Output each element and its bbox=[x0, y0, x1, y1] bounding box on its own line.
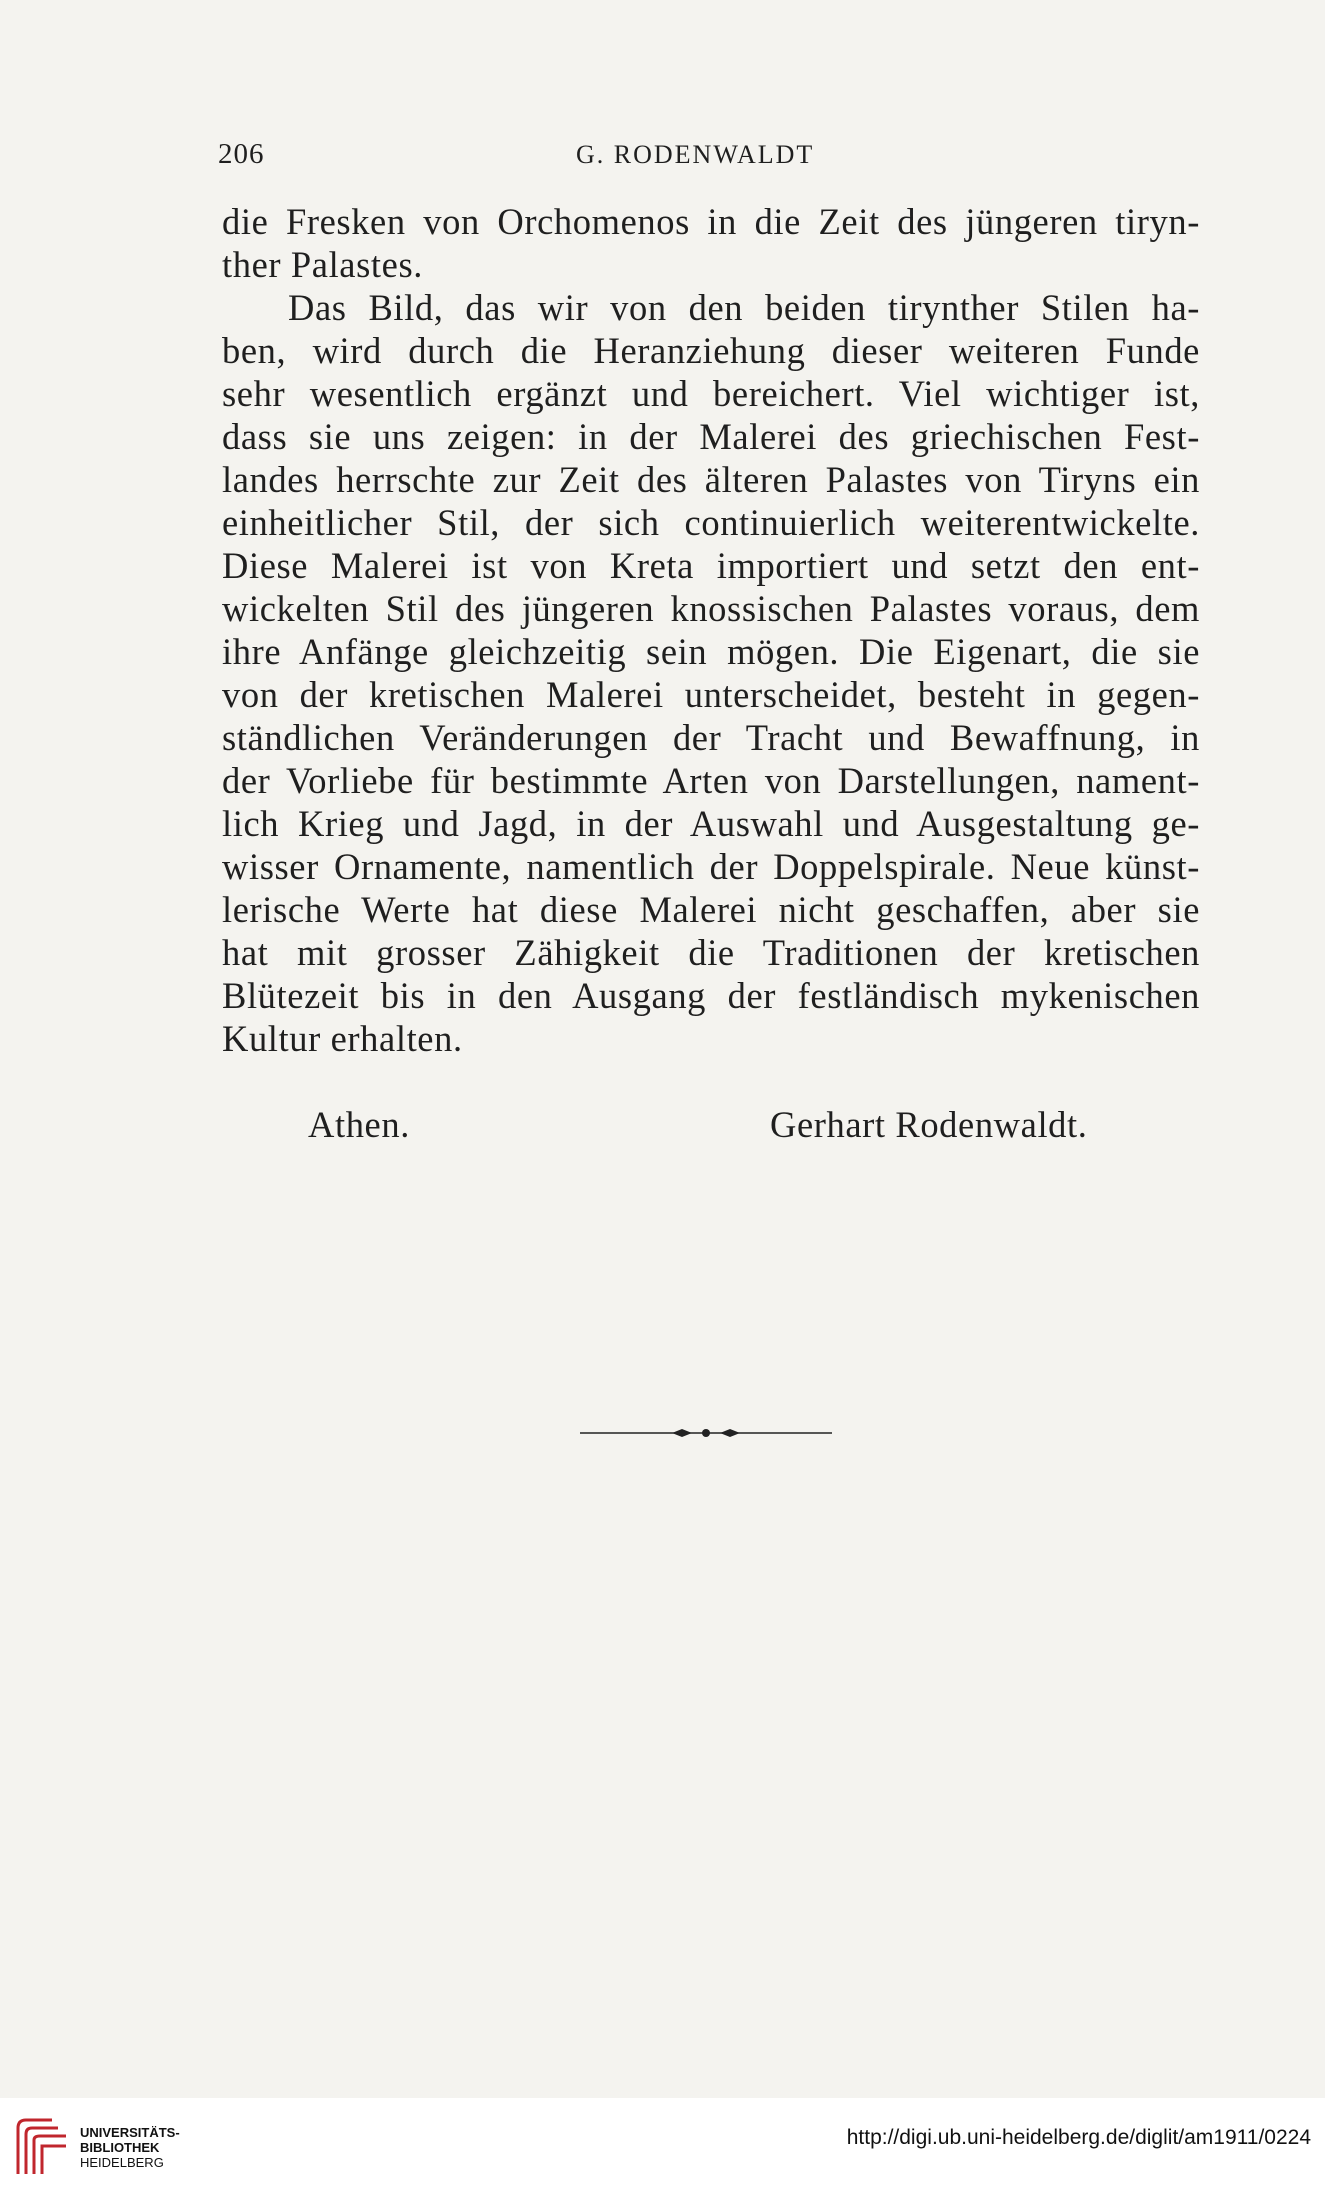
text-line: Kultur erhalten. bbox=[222, 1018, 463, 1059]
body-text bbox=[222, 200, 1200, 1060]
text-line: landes herrschte zur Zeit des älteren Palastes von Tiryns ein bbox=[222, 459, 1200, 500]
text-line: wickelten Stil des jüngeren knossischen Palastes voraus, dem bbox=[222, 588, 1200, 629]
text-line: lerische Werte hat diese Malerei nicht geschaffen, aber sie bbox=[222, 889, 1200, 930]
text-line: die Fresken von Orchomenos in die Zeit des jüngeren tiryn- bbox=[222, 201, 1200, 242]
signature-place: Athen. bbox=[308, 1104, 410, 1145]
text-line: wisser Ornamente, namentlich der Doppelspirale. Neue künst- bbox=[222, 846, 1200, 887]
library-name-line: UNIVERSITÄTS- bbox=[80, 2125, 180, 2140]
text-line: dass sie uns zeigen: in der Malerei des griechischen Fest- bbox=[222, 416, 1200, 457]
source-url-link[interactable]: http://digi.ub.uni-heidelberg.de/diglit/am1911/0224 bbox=[846, 2126, 1311, 2149]
running-head-author: G. RODENWALDT bbox=[576, 140, 815, 169]
library-logo-icon bbox=[12, 2114, 72, 2180]
running-head bbox=[218, 138, 1203, 178]
text-line: hat mit grosser Zähigkeit die Traditionen der kretischen bbox=[222, 932, 1200, 973]
text-line: Das Bild, das wir von den beiden tirynther Stilen ha- bbox=[288, 287, 1200, 328]
text-line: von der kretischen Malerei unterscheidet, besteht in gegen- bbox=[222, 674, 1200, 715]
footer-bar bbox=[0, 2098, 1325, 2195]
text-line: ständlichen Veränderungen der Tracht und Bewaffnung, in bbox=[222, 717, 1200, 758]
text-line: sehr wesentlich ergänzt und bereichert. Viel wichtiger ist, bbox=[222, 373, 1200, 414]
text-line: lich Krieg und Jagd, in der Auswahl und Ausgestaltung ge- bbox=[222, 803, 1200, 844]
text-line: ihre Anfänge gleichzeitig sein mögen. Die Eigenart, die sie bbox=[222, 631, 1200, 672]
signature-author: Gerhart Rodenwaldt. bbox=[770, 1104, 1088, 1145]
library-name bbox=[80, 2125, 180, 2170]
text-line: einheitlicher Stil, der sich continuierlich weiterentwickelte. bbox=[222, 502, 1200, 543]
library-name-line: HEIDELBERG bbox=[80, 2155, 164, 2170]
text-line: ther Palastes. bbox=[222, 244, 423, 285]
end-ornament bbox=[580, 1426, 832, 1440]
text-line: Diese Malerei ist von Kreta importiert und setzt den ent- bbox=[222, 545, 1200, 586]
text-line: der Vorliebe für bestimmte Arten von Darstellungen, nament- bbox=[222, 760, 1200, 801]
library-name-line: BIBLIOTHEK bbox=[80, 2140, 160, 2155]
page-number: 206 bbox=[218, 138, 265, 170]
text-line: ben, wird durch die Heranziehung dieser weiteren Funde bbox=[222, 330, 1200, 371]
text-line: Blütezeit bis in den Ausgang der festländisch mykenischen bbox=[222, 975, 1200, 1016]
